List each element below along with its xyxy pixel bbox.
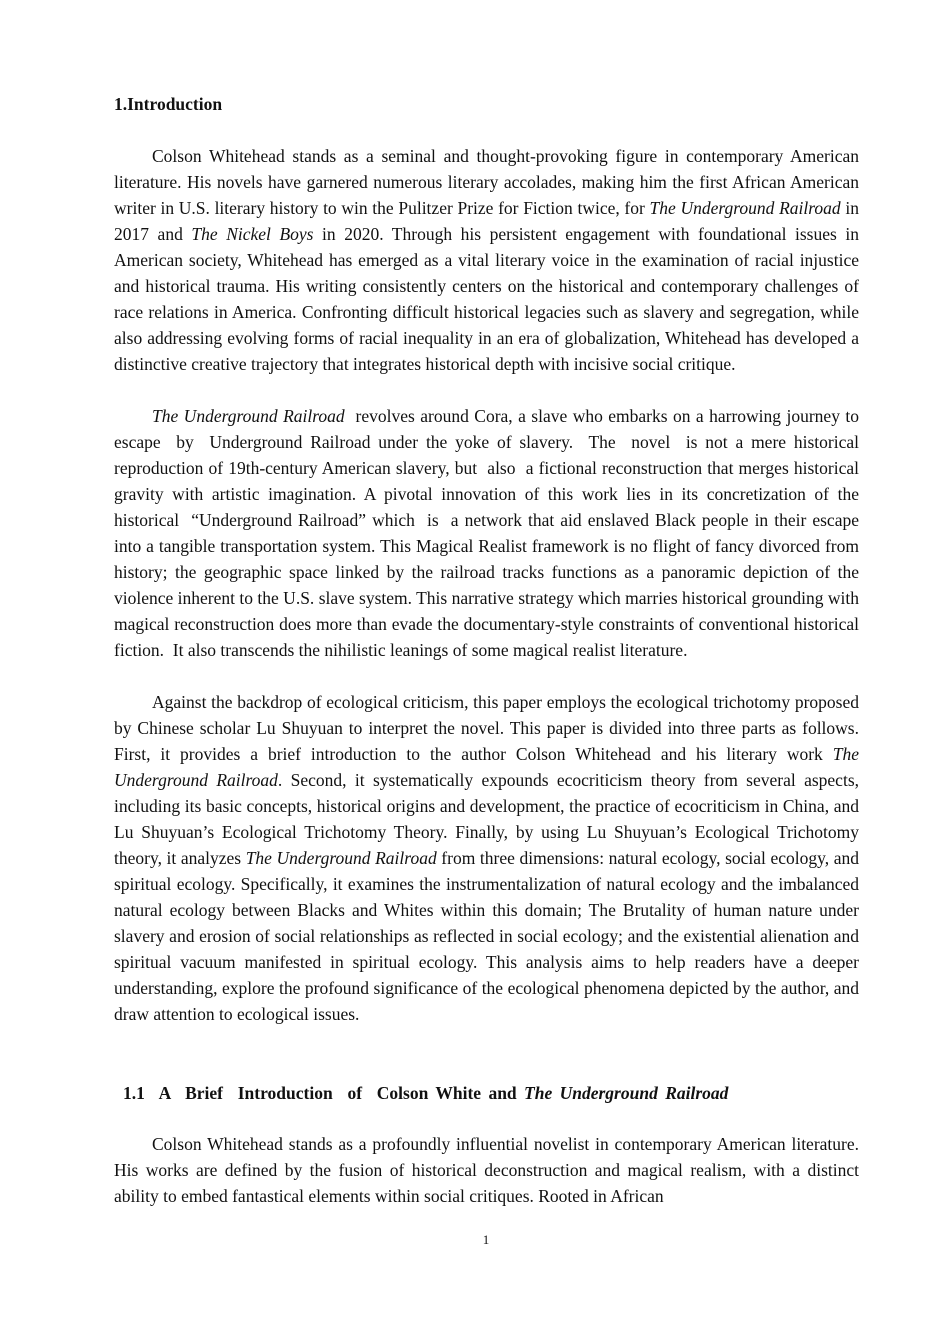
paragraph-paper-structure [114, 689, 859, 1027]
page-number: 1 [482, 1232, 490, 1247]
book-title: The Underground Railroad [524, 1083, 729, 1103]
book-title: The Underground Railroad [649, 198, 841, 218]
book-title: The Underground Railroad [152, 406, 345, 426]
section-heading-introduction: 1.Introduction [114, 94, 223, 114]
subsection-heading-brief-introduction [123, 1081, 728, 1105]
paragraph-text: in 2020. Through his persistent engagement with foundational issues in American society, Whitehead has emerged as a vital literary voice in the examination of racial injustice and historical trauma. His writing consistently centers on the historical and contemporary challenges of race relations in America. Confronting difficult historical legacies such as slavery and segregation, while also addressing evolving forms of racial inequality in an era of globalization, Whitehead has developed a distinctive creative trajectory that integrates historical depth with incisive social critique. [114, 224, 859, 374]
paragraph-text: Colson Whitehead stands as a profoundly influential novelist in contemporary American literature. His works are defined by the fusion of historical deconstruction and magical realism, with a distinct ability to embed fantastical elements within social critiques. Rooted in African [114, 1134, 859, 1206]
book-title: The Underground Railroad [245, 848, 437, 868]
paragraph-author-intro [114, 143, 859, 377]
paragraph-text: in 2017 and [114, 198, 859, 244]
paragraph-text: Colson Whitehead stands as a seminal and thought-provoking figure in contemporary American literature. His novels have garnered numerous literary accolades, making him the first African American writer in U.S. literary history to win the Pulitzer Prize for Fiction twice, for [114, 146, 859, 218]
paragraph-text: . Second, it systematically expounds ecocriticism theory from several aspects, including its basic concepts, historical origins and development, the practice of ecocriticism in China, and Lu Shuyuan’s Ecological Trichotomy Theory. Finally, by using Lu Shuyuan’s Ecological Trichotomy theory, it analyzes [114, 770, 859, 868]
heading-text: 1.1 A Brief Introduction of Colson White and [123, 1083, 525, 1103]
paragraph-novel-summary [114, 403, 864, 663]
book-title: The Underground Railroad [114, 744, 859, 790]
paragraph-author-influence [114, 1131, 859, 1209]
paragraph-text: revolves around Cora, a slave who embarks on a harrowing journey to escape by Underground Railroad under the yoke of slavery. The novel is not a mere historical reproduction of 19th-century American slavery, but also a fictional reconstruction that merges historical gravity with artistic imagination. A pivotal innovation of this work lies in its concretization of the historical “Underground Railroad” which is a network that aid enslaved Black people in their escape into a tangible transportation system. This Magical Realist framework is no flight of fancy divorced from history; the geographic space linked by the railroad tracks functions as a panoramic depiction of the violence inherent to the U.S. slave system. This narrative strategy which marries historical grounding with magical reconstruction does more than evade the documentary-style constraints of conventional historical fiction. It also transcends the nihilistic leanings of some magical realist literature. [114, 406, 864, 660]
paragraph-text: from three dimensions: natural ecology, social ecology, and spiritual ecology. Specifically, it examines the instrumentalization of natural ecology and the imbalanced natural ecology between Blacks and Whites within this domain; The Brutality of human nature under slavery and erosion of social relationships as reflected in social ecology; and the existential alienation and spiritual vacuum manifested in spiritual ecology. This analysis aims to help readers have a deeper understanding, explore the profound significance of the ecological phenomena depicted by the author, and draw attention to ecological issues. [114, 848, 859, 1024]
book-title: The Nickel Boys [191, 224, 314, 244]
paragraph-text: Against the backdrop of ecological criticism, this paper employs the ecological trichotomy proposed by Chinese scholar Lu Shuyuan to interpret the novel. This paper is divided into three parts as follows. First, it provides a brief introduction to the author Colson Whitehead and his literary work [114, 692, 859, 764]
